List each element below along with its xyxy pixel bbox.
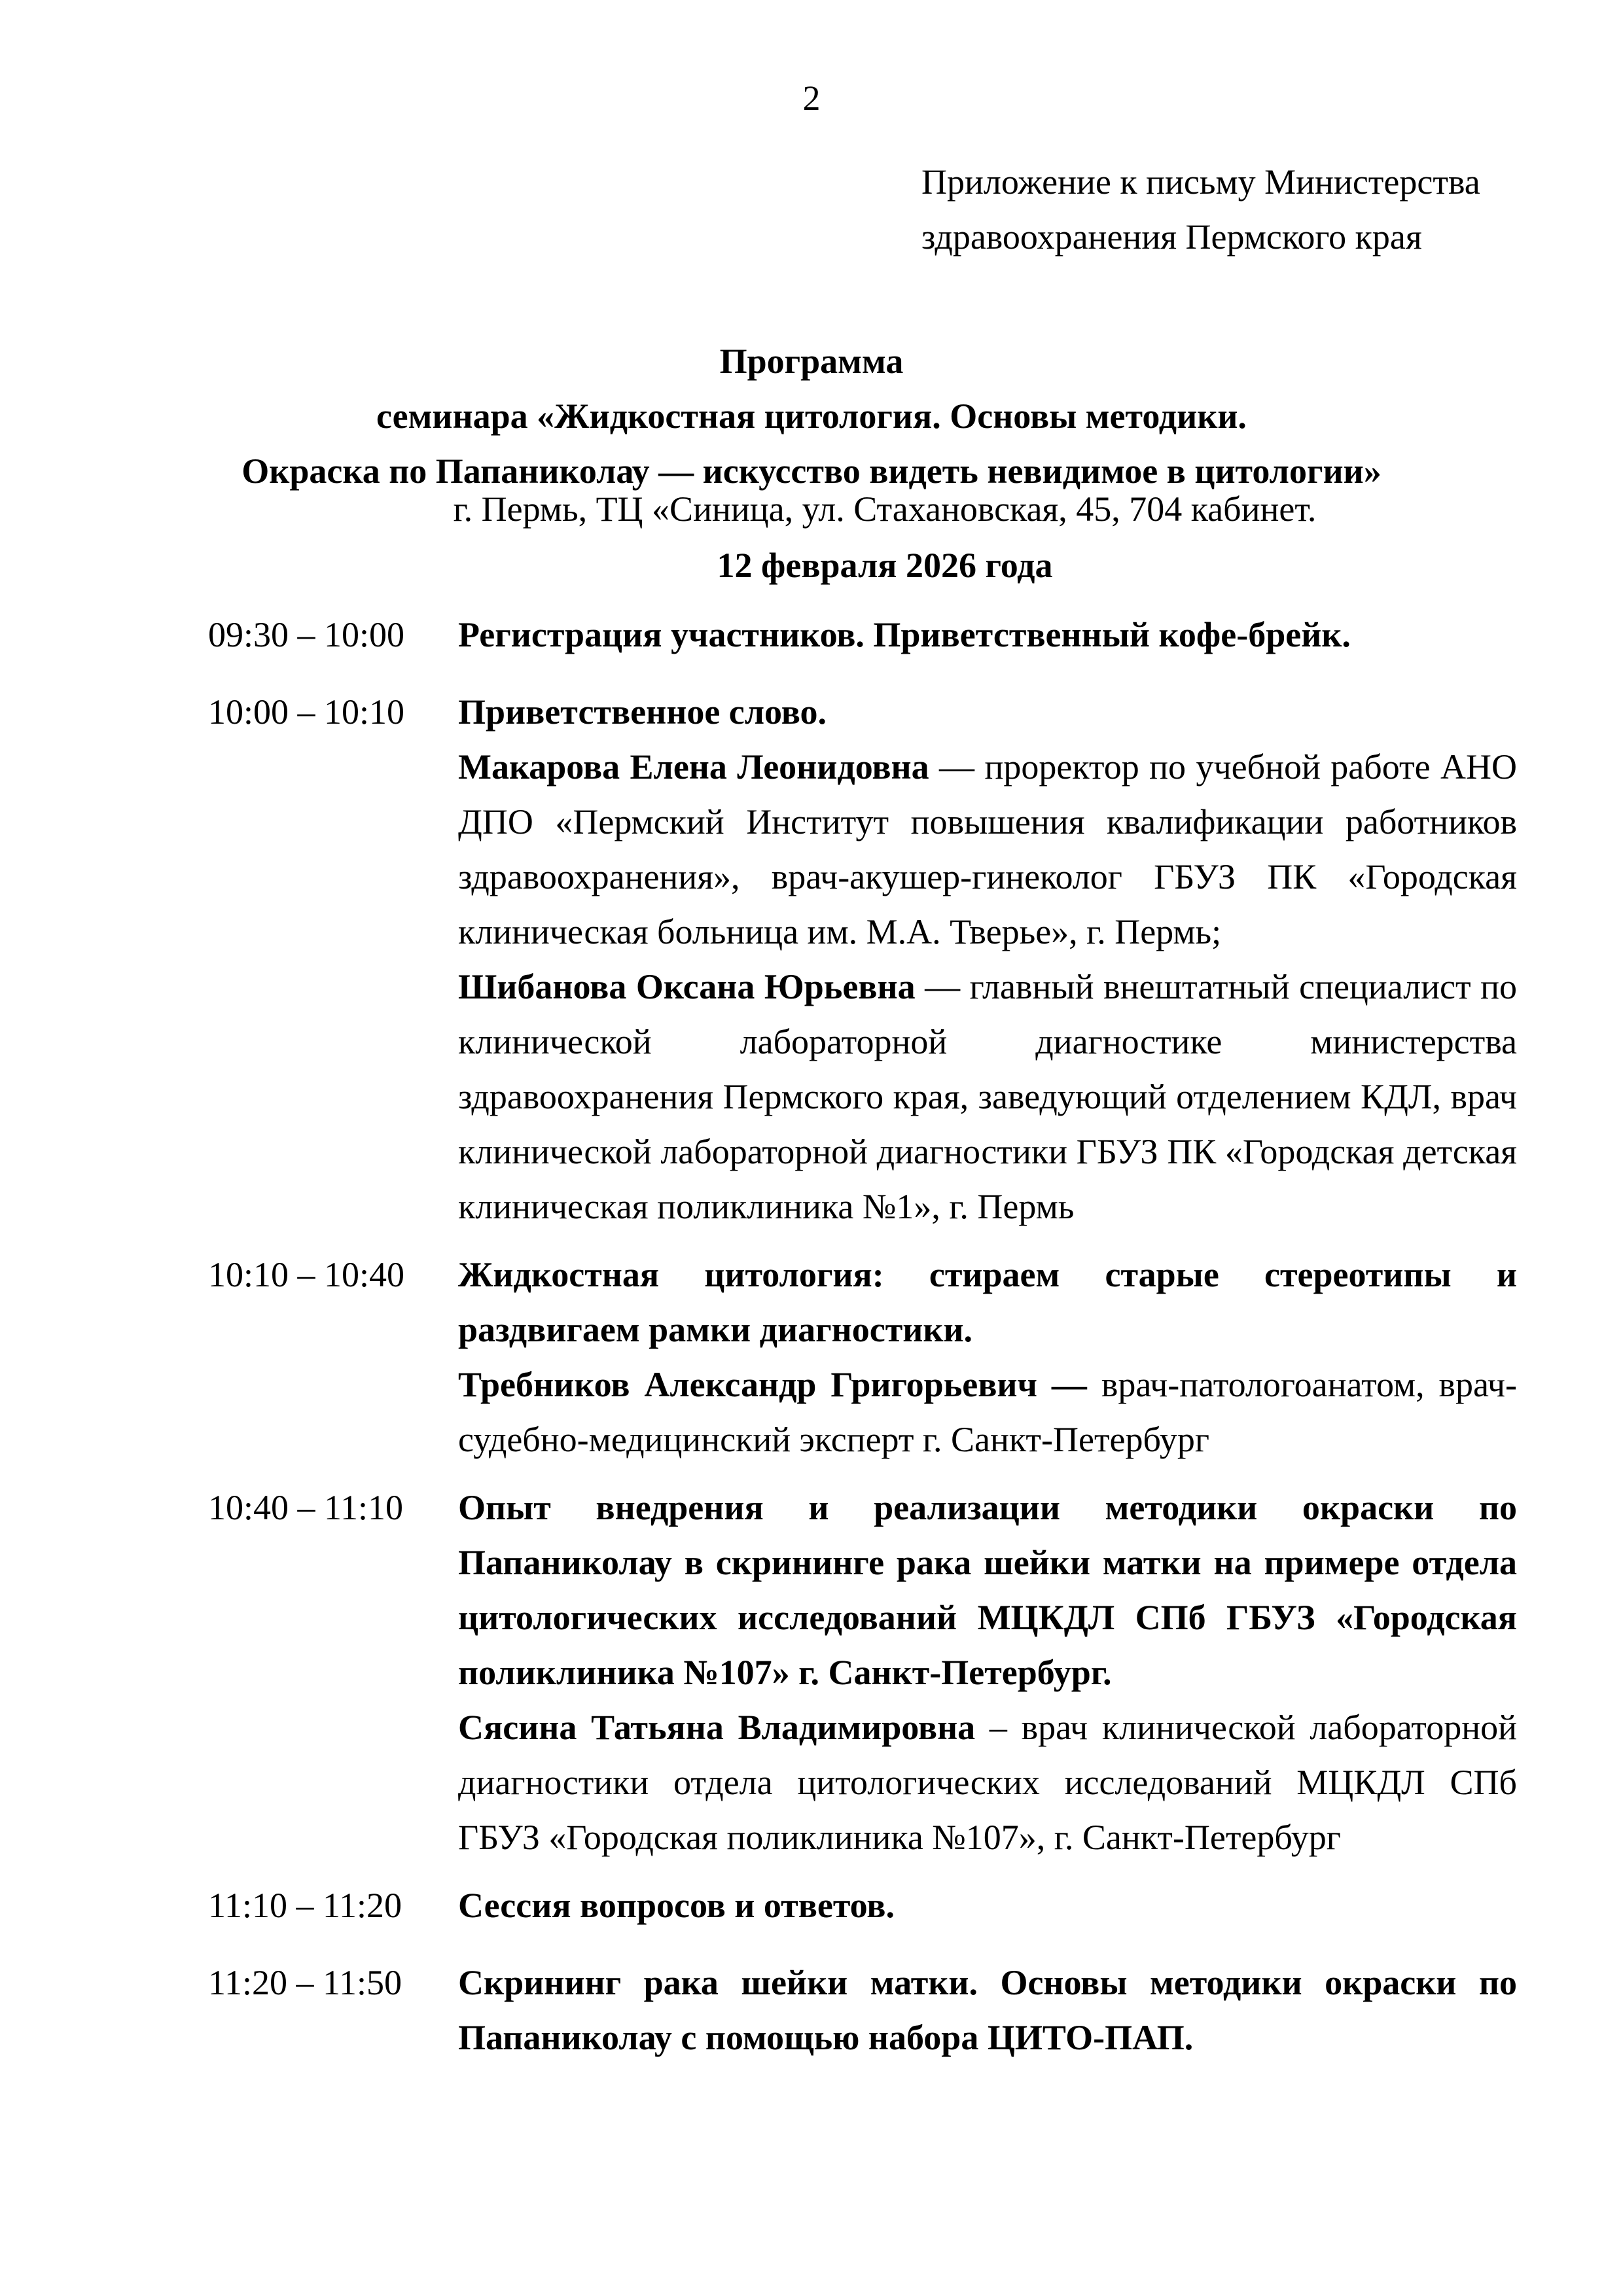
schedule-content — [458, 1247, 1517, 1467]
schedule-item — [208, 684, 1517, 1234]
speaker-name: Сясина Татьяна Владимировна — [458, 1708, 976, 1747]
title-line-1: Программа — [719, 342, 904, 381]
title-line-3: Окраска по Папаниколау — искусство видеть невидимое в цитологии» — [241, 451, 1382, 491]
schedule-time: 11:10 – 11:20 — [208, 1886, 402, 1925]
speaker — [458, 959, 1517, 1234]
program-title — [0, 334, 1623, 499]
schedule-time: 10:00 – 10:10 — [208, 692, 405, 732]
schedule-content — [458, 1878, 1517, 1933]
schedule-content — [458, 607, 1517, 662]
schedule-topic: Приветственное слово. — [458, 692, 827, 732]
schedule-topic: Регистрация участников. Приветственный кофе-брейк. — [458, 615, 1351, 654]
appendix-note — [921, 154, 1480, 264]
schedule-time: 10:40 – 11:10 — [208, 1488, 404, 1527]
schedule-item — [208, 1955, 1517, 2065]
schedule-topic: Сессия вопросов и ответов. — [458, 1886, 895, 1925]
schedule-time: 10:10 – 10:40 — [208, 1255, 405, 1294]
schedule-topic: Опыт внедрения и реализации методики окраски по Папаниколау в скрининге рака шейки матки на примере отдела цитологических исследований МЦКДЛ СПб ГБУЗ «Городская поликлиника №107» г. Санкт-Петербург. — [458, 1488, 1517, 1692]
schedule-content — [458, 1480, 1517, 1865]
appendix-line-2: здравоохранения Пермского края — [921, 217, 1422, 256]
schedule-time: 11:20 – 11:50 — [208, 1963, 402, 2002]
appendix-line-1: Приложение к письму Министерства — [921, 162, 1480, 202]
schedule-content — [458, 684, 1517, 1234]
speaker-name: Шибанова Оксана Юрьевна — [458, 967, 916, 1006]
speaker-name: Требников Александр Григорьевич — — [458, 1365, 1087, 1404]
speaker-description: – врач клинической лабораторной диагностики отдела цитологических исследований МЦКДЛ СПб ГБУЗ «Городская поликлиника №107», г. Санкт-Петербург — [458, 1708, 1517, 1857]
speaker — [458, 1700, 1517, 1865]
schedule-time: 09:30 – 10:00 — [208, 615, 405, 654]
speaker-description: врач-патологоанатом, врач-судебно-медицинский эксперт г. Санкт-Петербург — [458, 1365, 1518, 1459]
schedule-item — [208, 1878, 1517, 1933]
schedule-topic: Жидкостная цитология: стираем старые стереотипы и раздвигаем рамки диагностики. — [458, 1255, 1517, 1349]
schedule-item — [208, 1480, 1517, 1865]
speaker — [458, 739, 1517, 959]
schedule-item — [208, 607, 1517, 662]
schedule-topic: Скрининг рака шейки матки. Основы методики окраски по Папаниколау с помощью набора ЦИТО-ПАП. — [458, 1963, 1517, 2057]
speaker-name: Макарова Елена Леонидовна — [458, 747, 929, 786]
page-number: 2 — [802, 79, 821, 118]
schedule-item — [208, 1247, 1517, 1467]
title-line-2: семинара «Жидкостная цитология. Основы методики. — [376, 397, 1247, 436]
speaker-description: — главный внештатный специалист по клинической лабораторной диагностике министерства здравоохранения Пермского края, заведующий отделением КДЛ, врач клинической лабораторной диагностики ГБУЗ ПК «Городская детская клиническая поликлиника №1», г. Пермь — [458, 967, 1517, 1226]
speaker — [458, 1357, 1517, 1467]
event-date: 12 февраля 2026 года — [717, 546, 1053, 585]
speaker-description: — проректор по учебной работе АНО ДПО «Пермский Институт повышения квалификации работников здравоохранения», врач-акушер-гинеколог ГБУЗ ПК «Городская клиническая больница им. М.А. Тверье», г. Пермь; — [458, 747, 1517, 951]
event-location: г. Пермь, ТЦ «Синица, ул. Стахановская, 45, 704 кабинет. — [453, 489, 1317, 529]
schedule-content — [458, 1955, 1517, 2065]
schedule — [208, 607, 1517, 2065]
